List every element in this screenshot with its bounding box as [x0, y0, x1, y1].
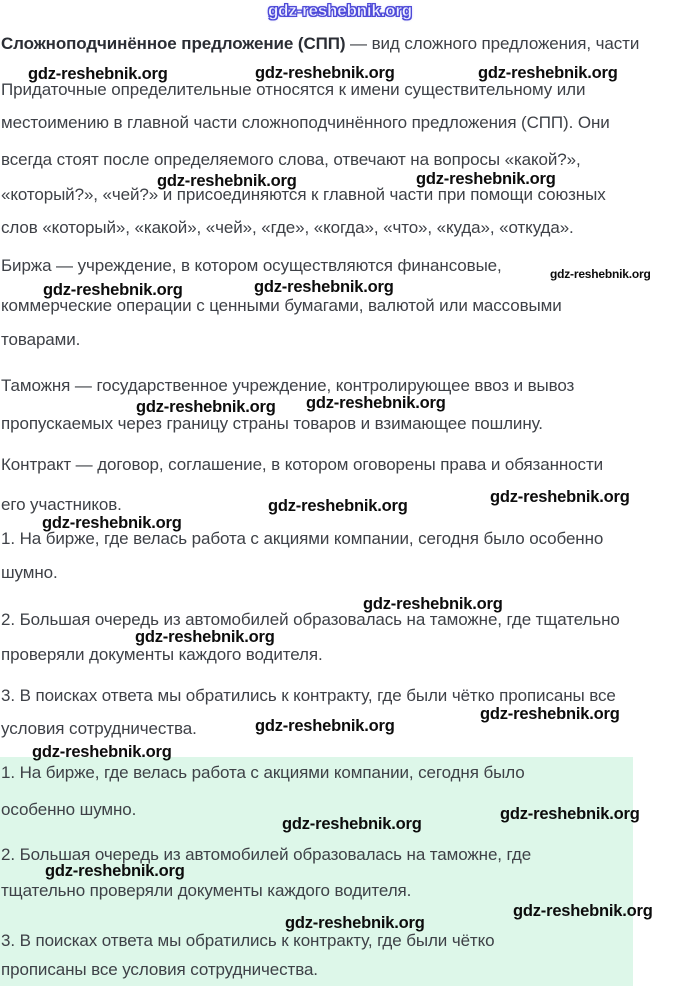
text-line: товарами.: [1, 330, 81, 349]
watermark: gdz-reshebnik.org: [136, 398, 276, 416]
answer-item-1-line: 1. На бирже, где велась работа с акциями компании, сегодня было: [1, 763, 525, 782]
watermark: gdz-reshebnik.org: [306, 394, 446, 412]
watermark: gdz-reshebnik.org: [32, 743, 172, 761]
text-line: «который?», «чей?» и присоединяются к главной части при помощи союзных: [1, 185, 606, 204]
watermark: gdz-reshebnik.org: [363, 595, 503, 613]
watermark: gdz-reshebnik.org: [254, 278, 394, 296]
text-line: коммерческие операции с ценными бумагами, валютой или массовыми: [1, 296, 562, 315]
answer-item-3-line: 3. В поисках ответа мы обратились к контракту, где были чётко: [1, 931, 495, 950]
watermark: gdz-reshebnik.org: [500, 805, 640, 823]
example-item-1-line: 1. На бирже, где велась работа с акциями компании, сегодня было особенно: [1, 529, 604, 548]
watermark: gdz-reshebnik.org: [135, 628, 275, 646]
watermark: gdz-reshebnik.org: [28, 65, 168, 83]
watermark: gdz-reshebnik.org: [43, 281, 183, 299]
text-line: условия сотрудничества.: [1, 719, 197, 738]
watermark: gdz-reshebnik.org: [478, 64, 618, 82]
example-item-3-line: 3. В поисках ответа мы обратились к контракту, где были чётко прописаны все: [1, 686, 616, 705]
text-line: слов «который», «какой», «чей», «где», «когда», «что», «куда», «откуда».: [1, 218, 574, 237]
definition-kontrakt-line: Контракт — договор, соглашение, в котором оговорены права и обязанности: [1, 455, 604, 474]
definition-term: Сложноподчинённое предложение (СПП): [1, 34, 346, 53]
answer-line: особенно шумно.: [1, 800, 137, 819]
watermark: gdz-reshebnik.org: [268, 497, 408, 515]
answer-item-2-line: 2. Большая очередь из автомобилей образовалась на таможне, где: [1, 845, 532, 864]
watermark: gdz-reshebnik.org: [285, 914, 425, 932]
watermark: gdz-reshebnik.org: [157, 172, 297, 190]
watermark: gdz-reshebnik.org: [42, 514, 182, 532]
watermark: gdz-reshebnik.org: [282, 815, 422, 833]
watermark: gdz-reshebnik.org: [480, 705, 620, 723]
text-line: шумно.: [1, 563, 58, 582]
text-line: пропускаемых через границу страны товаров и взимающее пошлину.: [1, 414, 543, 433]
watermark: gdz-reshebnik.org: [490, 488, 630, 506]
watermark: gdz-reshebnik.org: [255, 64, 395, 82]
definition-tamozhnya-line: Таможня — государственное учреждение, контролирующее ввоз и вывоз: [1, 376, 575, 395]
text-line: его участников.: [1, 495, 122, 514]
text-line: проверяли документы каждого водителя.: [1, 645, 323, 664]
text-line: Придаточные определительные относятся к имени существительному или: [1, 80, 586, 99]
definition-birzha-line: Биржа — учреждение, в котором осуществляются финансовые,: [1, 256, 502, 275]
answer-line: прописаны все условия сотрудничества.: [1, 960, 318, 979]
text-line: местоимению в главной части сложноподчинённого предложения (СПП). Они: [1, 113, 610, 132]
watermark: gdz-reshebnik.org: [513, 902, 653, 920]
watermark: gdz-reshebnik.org: [45, 862, 185, 880]
definition-text: — вид сложного предложения, части: [345, 34, 640, 53]
watermark: gdz-reshebnik.org: [255, 717, 395, 735]
definition-spp-line: [1, 34, 639, 53]
watermark-blue: gdz-reshebnik.org: [268, 1, 412, 20]
watermark-small: gdz-reshebnik.org: [550, 267, 651, 281]
answer-line: тщательно проверяли документы каждого водителя.: [1, 881, 412, 900]
watermark: gdz-reshebnik.org: [416, 170, 556, 188]
example-item-2-line: 2. Большая очередь из автомобилей образовалась на таможне, где тщательно: [1, 610, 620, 629]
text-line: всегда стоят после определяемого слова, отвечают на вопросы «какой?»,: [1, 150, 581, 169]
